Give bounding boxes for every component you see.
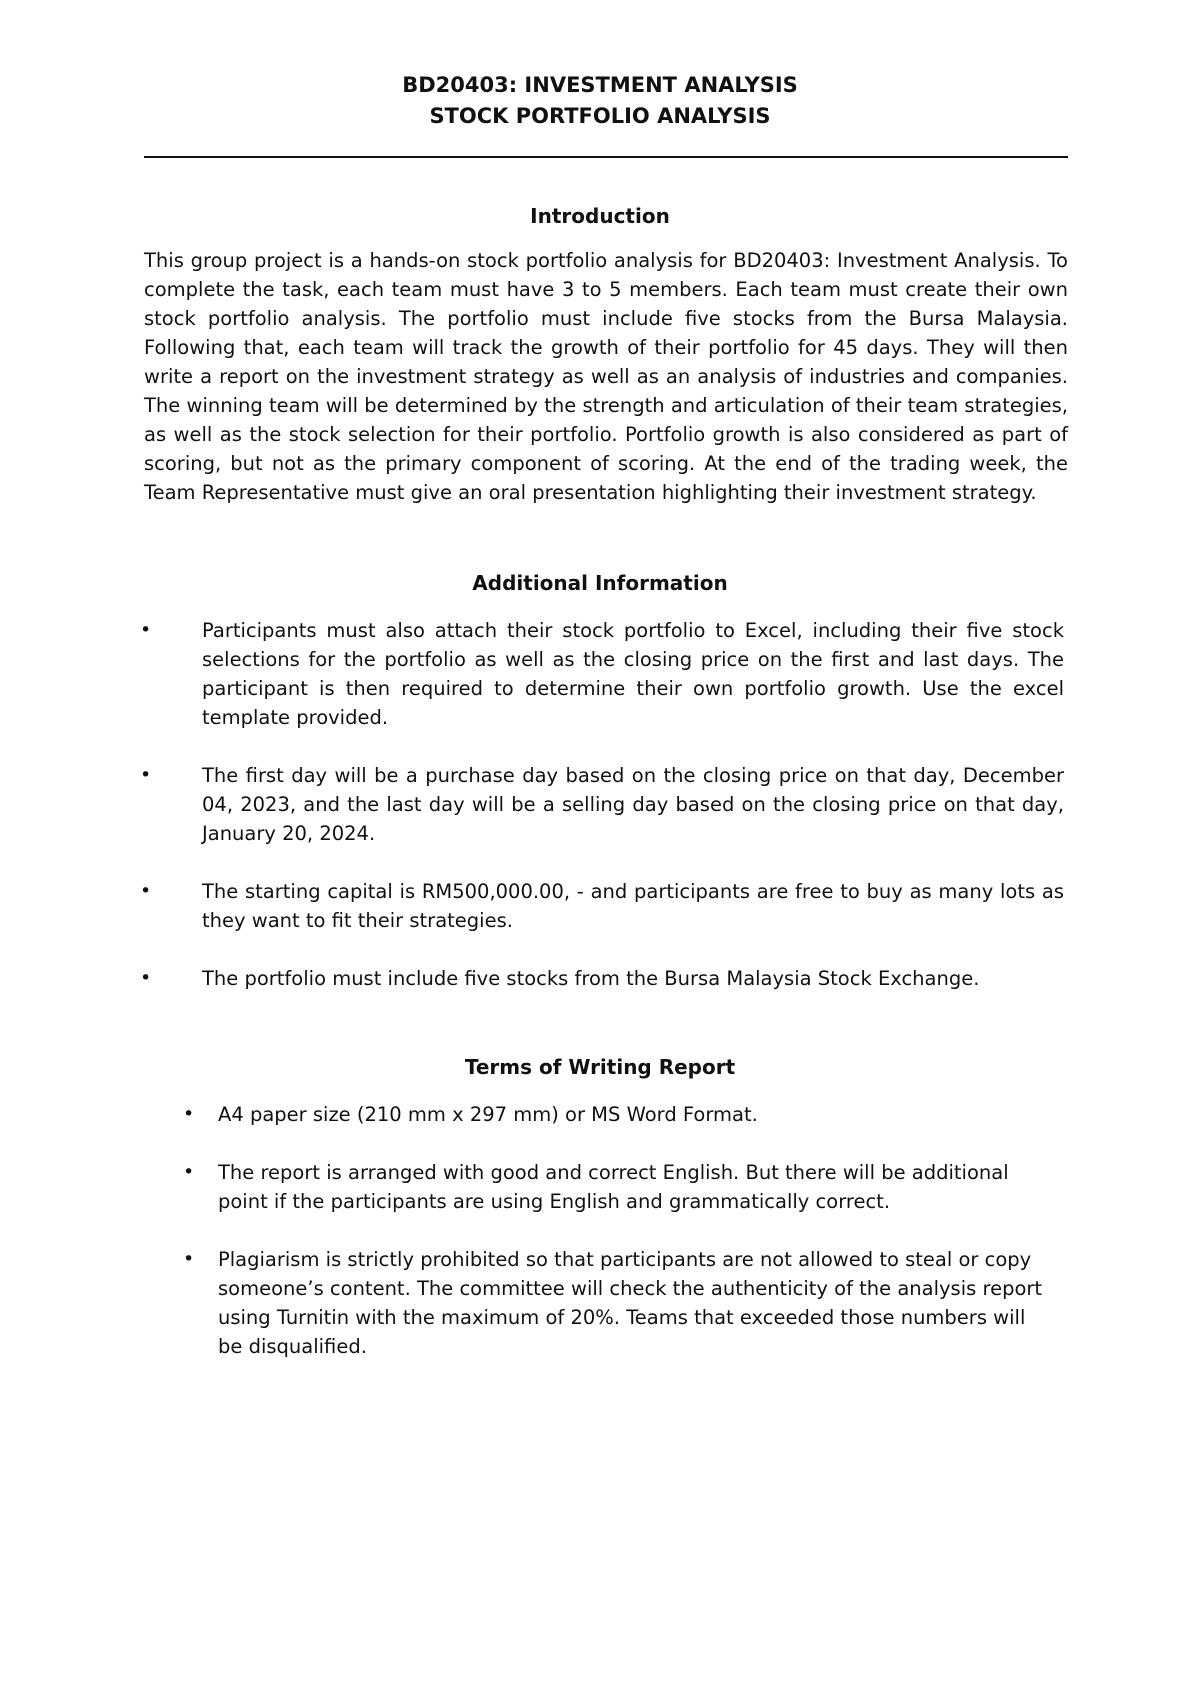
bullet-icon: • — [183, 1103, 195, 1125]
additional-info-text: Participants must also attach their stock portfolio to Excel, including their five stock selections for the portfolio as well as the closing price on the first and last days. The participant is then required to determine their own portfolio growth. Use the excel template provided. — [202, 619, 1064, 729]
additional-info-text: The starting capital is RM500,000.00, - and participants are free to buy as many lots as they want to fit their strategies. — [202, 880, 1064, 932]
bullet-icon: • — [140, 764, 152, 786]
document-title-course: BD20403: INVESTMENT ANALYSIS — [402, 73, 798, 97]
bullet-icon: • — [183, 1248, 195, 1270]
additional-info-text: The portfolio must include five stocks from the Bursa Malaysia Stock Exchange. — [202, 967, 980, 990]
bullet-icon: • — [140, 967, 152, 989]
additional-information-heading: Additional Information — [472, 571, 728, 595]
document-title-project: STOCK PORTFOLIO ANALYSIS — [429, 104, 771, 128]
title-divider — [144, 156, 1068, 158]
bullet-icon: • — [140, 880, 152, 902]
introduction-paragraph: This group project is a hands-on stock portfolio analysis for BD20403: Investment Analysis. To complete the task, each team must have 3 to 5 members. Each team must create their own stock portfolio analysis. The portfolio must include five stocks from the Bursa Malaysia. Following that, each team will track the growth of their portfolio for 45 days. They will then write a report on the investment strategy as well as an analysis of industries and companies. The winning team will be determined by the strength and articulation of their team strategies, as well as the stock selection for their portfolio. Portfolio growth is also considered as part of scoring, but not as the primary component of scoring. At the end of the trading week, the Team Representative must give an oral presentation highlighting their investment strategy. — [144, 249, 1068, 504]
bullet-icon: • — [140, 619, 152, 641]
terms-text: Plagiarism is strictly prohibited so that participants are not allowed to steal or copy someone’s content. The committee will check the authenticity of the analysis report using Turnitin with the maximum of 20%. Teams that exceeded those numbers will be disqualified. — [218, 1248, 1043, 1358]
terms-text: The report is arranged with good and correct English. But there will be additional point if the participants are using English and grammatically correct. — [218, 1161, 1009, 1213]
additional-info-text: The first day will be a purchase day based on the closing price on that day, December 04, 2023, and the last day will be a selling day based on the closing price on that day, January 20, 2024. — [202, 764, 1064, 845]
terms-text: A4 paper size (210 mm x 297 mm) or MS Word Format. — [218, 1103, 758, 1126]
introduction-heading: Introduction — [530, 204, 670, 228]
bullet-icon: • — [183, 1161, 195, 1183]
terms-heading: Terms of Writing Report — [464, 1055, 736, 1079]
